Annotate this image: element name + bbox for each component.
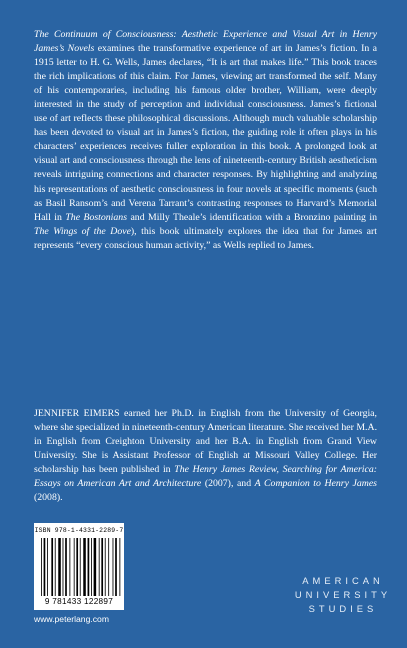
bio-text-3: (2008). (34, 492, 63, 504)
bio-text-1: JENNIFER EIMERS earned her Ph.D. in English from the University of Georgia, where she specialized in nineteenth-century American literature. She received her M.A. in English from Creighton University and her B.A. in English from Grand View University. She is Assistant Professor of English at Missouri Valley College. Her scholarship has been published in (34, 408, 378, 476)
description-text-3: ), this book ultimately explores the idea that for James art represents “every conscious human activity,” as Wells replied to James. (34, 225, 377, 251)
publication-titles: The Henry James Review, Searching for America: Essays on American Art and Architecture (34, 464, 378, 490)
barcode-digits: 9 781433 122897 (44, 597, 114, 606)
book-description (34, 28, 377, 253)
title-wings-of-the-dove: The Wings of the Dove (34, 225, 131, 237)
bio-text-2: (2007), and (201, 478, 255, 490)
series-logo (288, 574, 398, 616)
description-text-1: examines the transformative experience of art in James’s fiction. In a 1915 letter to H. G. Wells, James declares, “It is art that makes life.” This book traces the rich implications of this claim. For James, viewing art transformed the self. Many of his contemporaries, including his famous older brother, William, were deeply interested in the study of perception and individual consciousness. James’s fictional use of art reflects these philosophical discussions. Although much valuable scholarship has been devoted to visual art in James’s fiction, the guiding role it often plays in his characters’ experiences receives fuller exploration in this book. A prolonged look at visual art and consciousness through the lens of nineteenth-century British aestheticism reveals intriguing connections and character responses. By highlighting and analyzing his representations of aesthetic consciousness in four novels at specific moments (such as Basil Ransom’s and Verena Tarrant’s contrasting responses to Harvard’s Memorial Hall in (34, 43, 377, 223)
book-title: The Continuum of Consciousness: Aesthetic Experience and Visual Art in Henry James’s Novels (34, 29, 377, 55)
title-bostonians: The Bostonians (65, 211, 128, 223)
companion-title: A Companion to Henry James (254, 478, 377, 490)
bio-paragraph (34, 407, 377, 505)
barcode-label (34, 523, 124, 610)
description-text-2: and Milly Theale’s identification with a Bronzino painting in (127, 211, 377, 223)
series-line-1: AMERICAN (302, 575, 384, 586)
description-paragraph (34, 28, 377, 253)
isbn-text: ISBN 978-1-4331-2289-7 (34, 527, 124, 534)
series-line-3: STUDIES (308, 603, 378, 614)
series-line-2: UNIVERSITY (294, 589, 392, 600)
barcode-icon (41, 538, 121, 596)
author-bio (34, 407, 377, 505)
publisher-url: www.peterlang.com (34, 614, 109, 624)
